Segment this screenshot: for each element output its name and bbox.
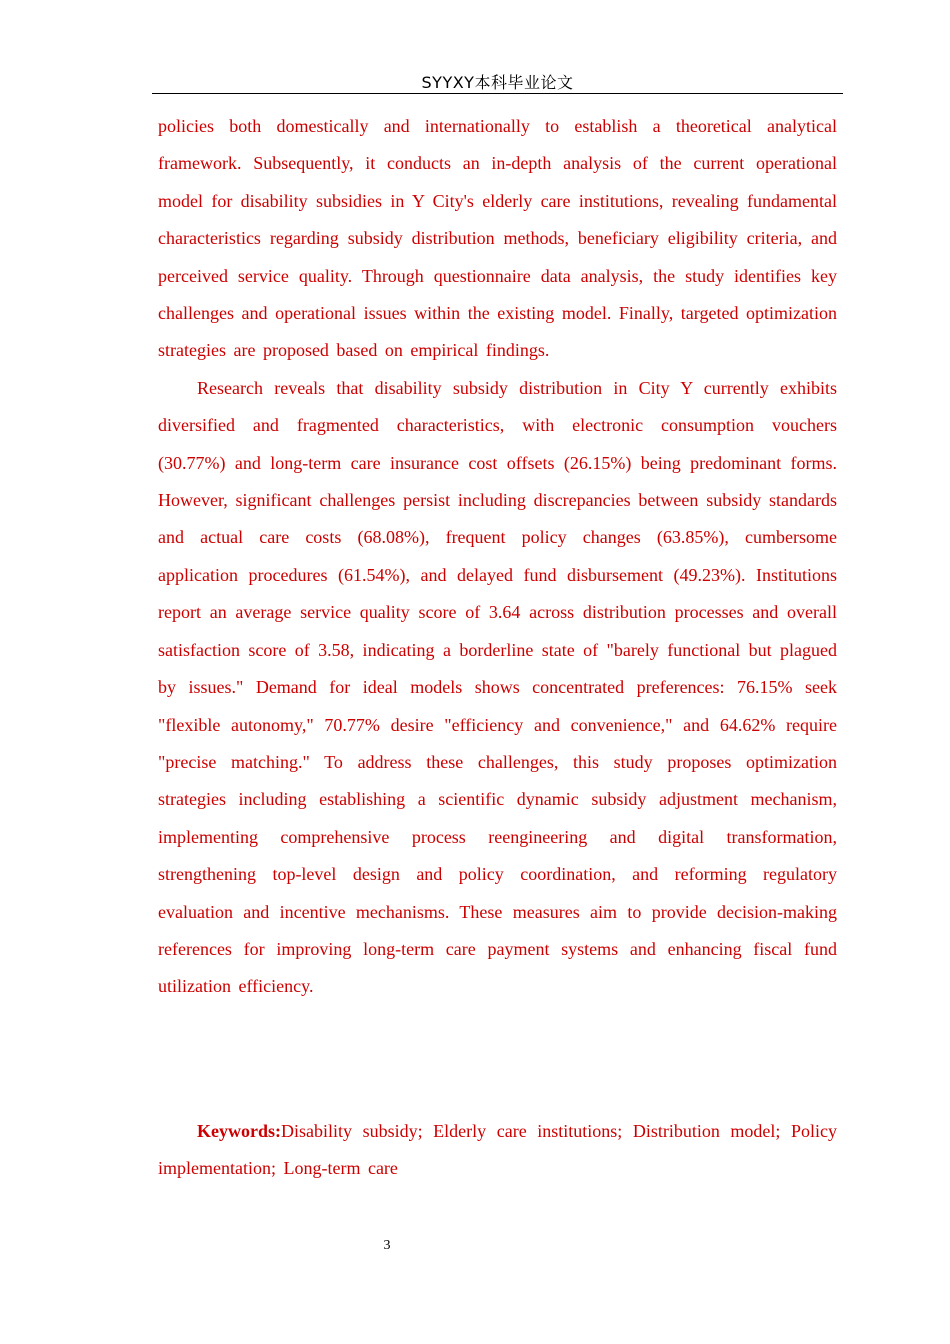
- keywords-text: Disability subsidy; Elderly care institutions; Distribution model; Policy implementation; Long-term care: [158, 1121, 837, 1179]
- page-number: 3: [383, 1238, 391, 1253]
- abstract-paragraph-2: Research reveals that disability subsidy distribution in City Y currently exhibits diversified and fragmented characteristics, with electronic consumption vouchers (30.77%) and long-term care insurance cost offsets (26.15%) being predominant forms. However, significant challenges persist including discrepancies between subsidy standards and actual care costs (68.08%), frequent policy changes (63.85%), cumbersome application procedures (61.54%), and delayed fund disbursement (49.23%). Institutions report an average service quality score of 3.64 across distribution processes and overall satisfaction score of 3.58, indicating a borderline state of "barely functional but plagued by issues." Demand for ideal models shows concentrated preferences: 76.15% seek "flexible autonomy," 70.77% desire "efficiency and convenience," and 64.62% require "precise matching." To address these challenges, this study proposes optimization strategies including establishing a scientific dynamic subsidy adjustment mechanism, implementing comprehensive process reengineering and digital transformation, strengthening top-level design and policy coordination, and reforming regulatory evaluation and incentive mechanisms. These measures aim to provide decision-making references for improving long-term care payment systems and enhancing fiscal fund utilization efficiency.: [158, 377, 837, 997]
- keywords-block: [158, 1113, 837, 1188]
- abstract-paragraph-1: policies both domestically and internationally to establish a theoretical analytical framework. Subsequently, it conducts an in-depth analysis of the current operational model for disability subsidies in Y City's elderly care institutions, revealing fundamental characteristics regarding subsidy distribution methods, beneficiary eligibility criteria, and perceived service quality. Through questionnaire data analysis, the study identifies key challenges and operational issues within the existing model. Finally, targeted optimization strategies are proposed based on empirical findings.: [158, 116, 837, 361]
- keywords-label: Keywords:: [197, 1121, 281, 1141]
- running-header: SYYXY本科毕业论文: [421, 73, 574, 92]
- header-rule: [152, 93, 843, 94]
- abstract-body: [158, 108, 837, 1006]
